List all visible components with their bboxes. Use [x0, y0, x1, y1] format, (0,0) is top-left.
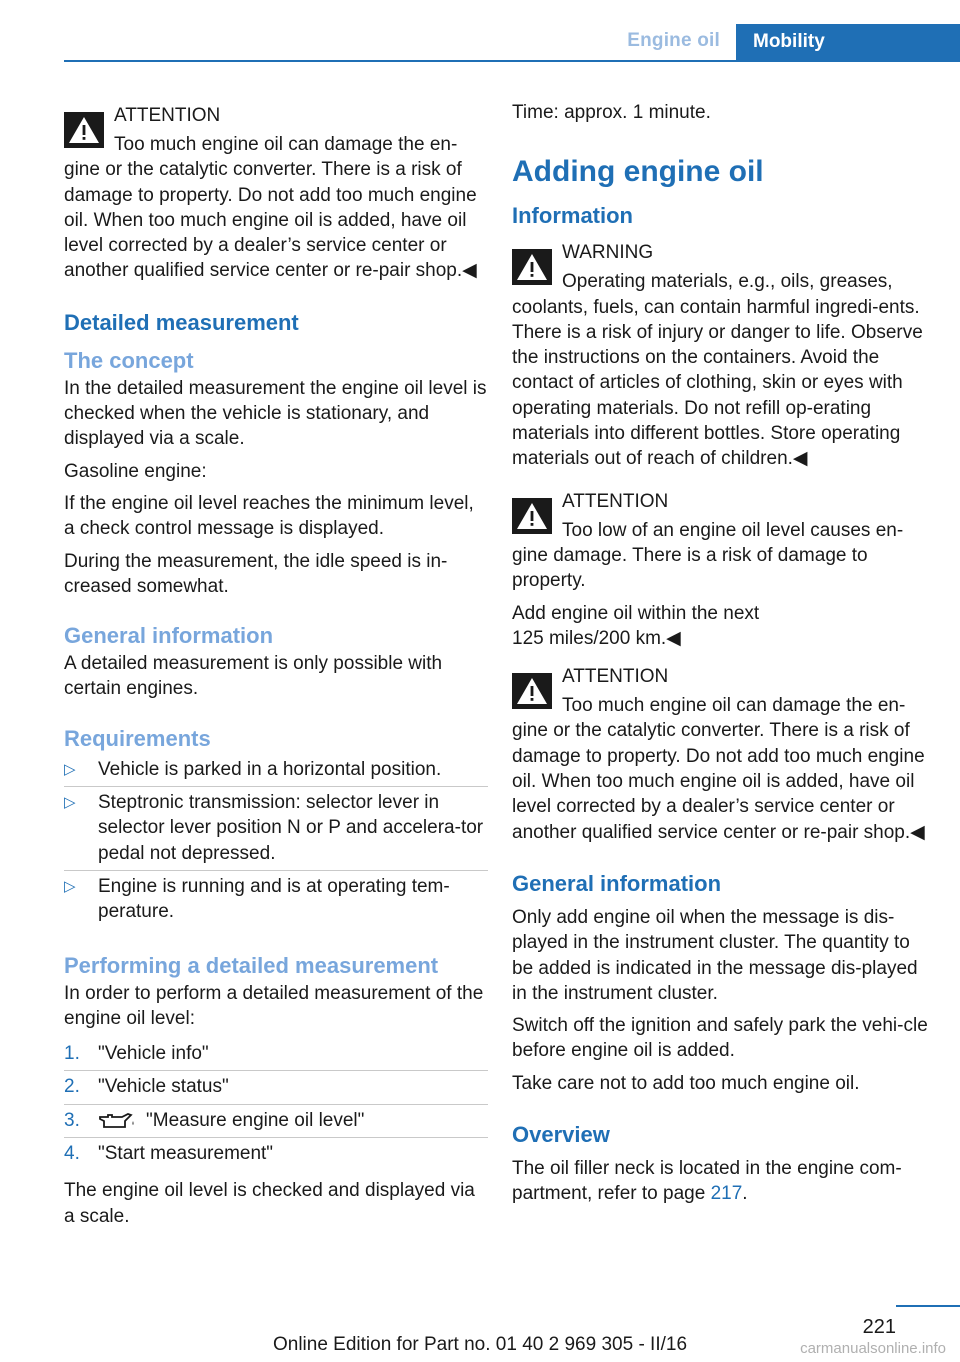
notice-title: WARNING	[562, 242, 654, 264]
list-item: ▷ Vehicle is parked in a horizontal position.	[64, 754, 488, 787]
subsection-heading: Requirements	[64, 725, 211, 751]
oil-can-icon	[98, 1112, 138, 1130]
subsection-heading: Performing a detailed measurement	[64, 952, 439, 978]
subsection-heading: The concept	[64, 347, 194, 373]
page-number: 221	[862, 1316, 896, 1338]
footer-rule	[896, 1305, 960, 1307]
paragraph: Take care not to add too much engine oil.	[512, 1072, 860, 1094]
notice-title: ATTENTION	[562, 666, 669, 688]
warning-triangle-icon	[512, 498, 552, 534]
watermark: carmanualsonline.info	[800, 1340, 946, 1357]
notice-body: gine damage. There is a risk of damage to property.	[512, 544, 868, 592]
left-column	[64, 100, 488, 1236]
paragraph: If the engine oil level reaches the minimum level, a check control message is displayed.	[64, 492, 474, 540]
paragraph: During the measurement, the idle speed is in‐creased somewhat.	[64, 550, 448, 597]
list-item: 1. "Vehicle info"	[64, 1038, 488, 1071]
attention-notice	[512, 661, 928, 845]
steps-list	[64, 1038, 488, 1170]
notice-first-line: Too low of an engine oil level causes en‐	[562, 519, 904, 541]
notice-title: ATTENTION	[114, 105, 221, 126]
warning-triangle-icon	[64, 112, 104, 148]
warning-notice	[512, 237, 928, 471]
right-column	[512, 100, 928, 1214]
list-item: ▷ Steptronic transmission: selector lever in selector lever position N or P and accelera‐tor pedal not depressed.	[64, 787, 488, 871]
notice-body: gine or the catalytic converter. There is a risk of damage to property. Do not add too much engine oil. When too much engine oil is added, have oil level corrected by a dealer’s service center or another qualified service center or re‐pair shop.◀	[512, 720, 925, 843]
list-item: 2. "Vehicle status"	[64, 1071, 488, 1104]
page-section-title: Adding engine oil	[512, 155, 764, 189]
paragraph: In the detailed measurement the engine oil level is checked when the vehicle is stationary, and displayed via a scale.	[64, 377, 487, 450]
triangle-bullet-icon: ▷	[64, 877, 76, 895]
list-item: 3. "Measure engine oil level"	[64, 1105, 488, 1138]
requirements-list	[64, 754, 488, 929]
section-heading: Overview	[512, 1122, 610, 1148]
triangle-bullet-icon: ▷	[64, 760, 76, 778]
header-section-tab[interactable]: Engine oil	[627, 30, 720, 51]
attention-notice	[64, 100, 488, 284]
notice-first-line: Too much engine oil can damage the en‐	[114, 134, 458, 155]
section-heading: General information	[512, 870, 722, 896]
notice-title: ATTENTION	[562, 490, 669, 512]
notice-body: gine or the catalytic converter. There is a risk of damage to property. Do not add too much engine oil. When too much engine oil is added, have oil level corrected by a dealer’s service center or another qualified service center or re‐pair shop.◀	[64, 159, 477, 282]
paragraph: In order to perform a detailed measurement of the engine oil level:	[64, 982, 484, 1029]
edition-note: Online Edition for Part no. 01 40 2 969 305 - II/16	[272, 1334, 688, 1355]
header-chapter-tab[interactable]: Mobility	[736, 24, 960, 62]
triangle-bullet-icon: ▷	[64, 794, 76, 812]
section-heading: Detailed measurement	[64, 309, 299, 335]
paragraph: The oil filler neck is located in the engine com‐partment, refer to page 217.	[512, 1158, 902, 1205]
paragraph: Only add engine oil when the message is dis‐played in the instrument cluster. The quantity to be added is indicated in the message dis‐played in the instrument cluster.	[512, 906, 918, 1004]
paragraph: A detailed measurement is only possible with certain engines.	[64, 653, 443, 700]
notice-body: coolants, fuels, can contain harmful ingredi‐ents. There is a risk of injury or danger to life. Observe the instructions on the containers. Avoid the contact of articles of clothing, skin or eyes with operating materials. Do not refill op‐erating materials into different bottles. Store operating materials out of reach of children.◀	[512, 296, 923, 470]
paragraph: The engine oil level is checked and displayed via a scale.	[64, 1180, 475, 1227]
paragraph: Time: approx. 1 minute.	[512, 102, 711, 123]
list-item: ▷ Engine is running and is at operating tem‐perature.	[64, 875, 450, 923]
section-heading: Information	[512, 203, 633, 229]
notice-first-line: Operating materials, e.g., oils, greases,	[562, 271, 893, 293]
paragraph: Switch off the ignition and safely park the vehi‐cle before engine oil is added.	[512, 1015, 928, 1062]
paragraph: Gasoline engine:	[64, 460, 207, 482]
page-header	[0, 24, 960, 62]
attention-notice	[512, 486, 928, 651]
list-item: 4. "Start measurement"	[64, 1143, 274, 1165]
notice-first-line: Too much engine oil can damage the en‐	[562, 695, 906, 717]
notice-extra: Add engine oil within the next 125 miles/200 km.◀	[512, 602, 760, 649]
subsection-heading: General information	[64, 623, 274, 649]
warning-triangle-icon	[512, 673, 552, 709]
warning-triangle-icon	[512, 249, 552, 285]
page-reference-link[interactable]: 217	[710, 1183, 743, 1205]
